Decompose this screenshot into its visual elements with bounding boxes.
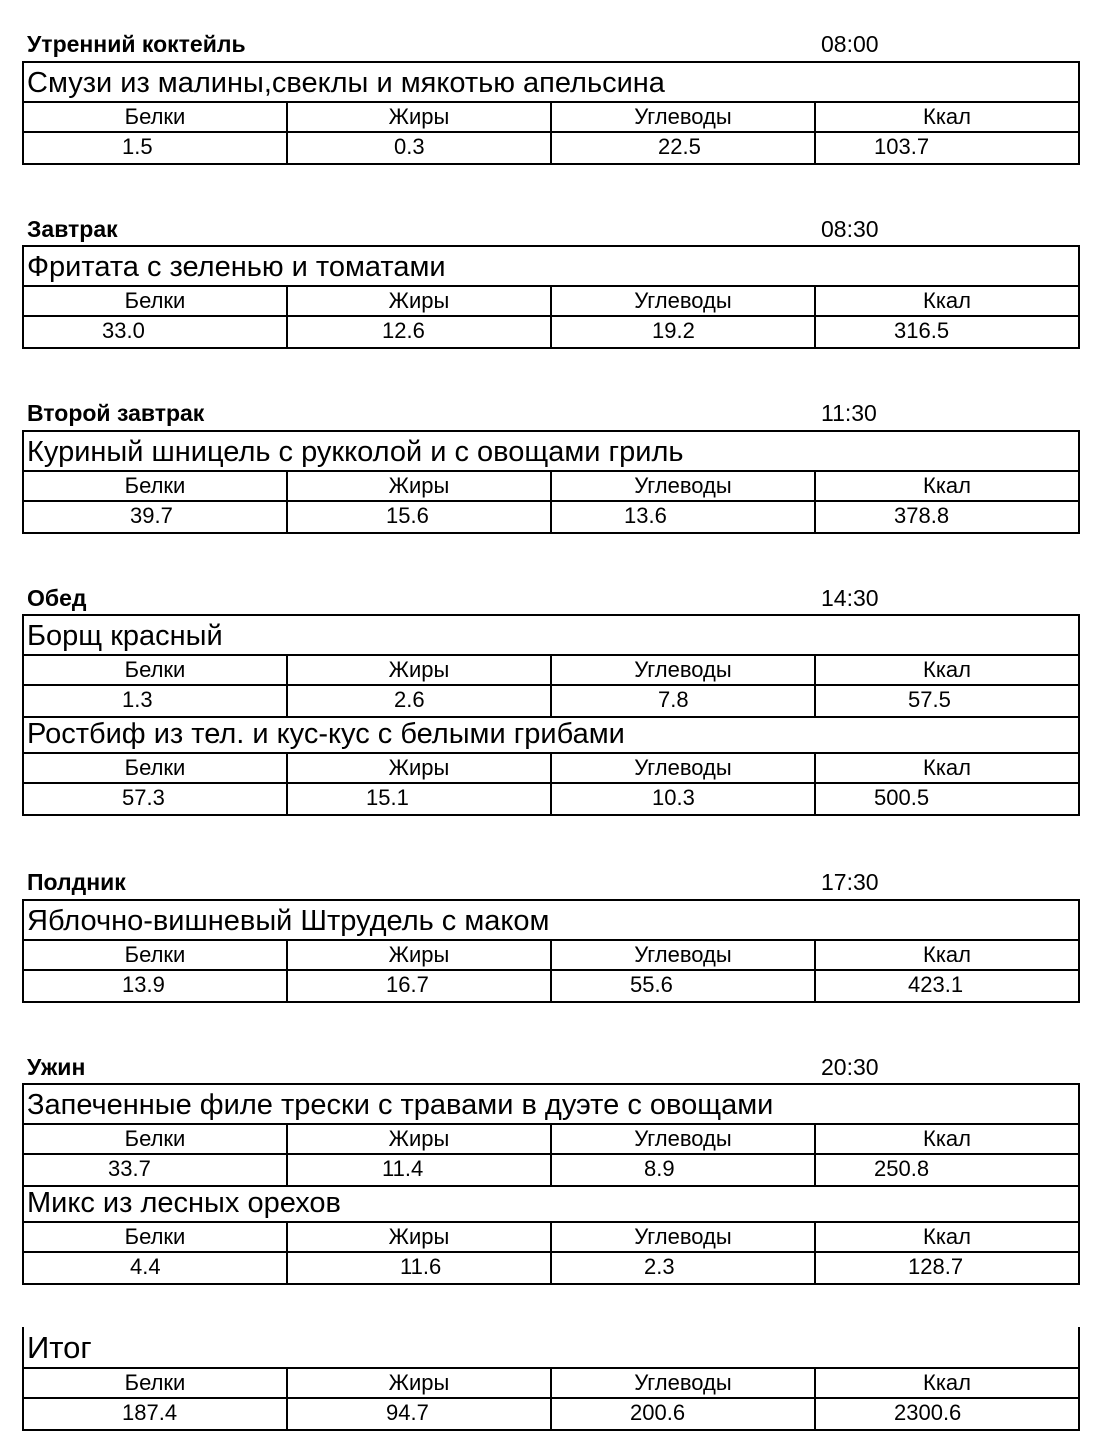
fat-header: Жиры: [288, 1125, 552, 1153]
protein-value: 57.3: [122, 785, 165, 810]
protein-header: Белки: [24, 103, 288, 131]
meal-header: [27, 31, 1083, 61]
fat-value: 2.6: [394, 687, 425, 712]
dish-title: Борщ красный: [24, 616, 1078, 656]
carbs-header: Углеводы: [552, 1223, 816, 1251]
meal-time: 08:00: [821, 31, 879, 57]
meal-time: 17:30: [821, 869, 879, 895]
nutrient-header-row: [24, 1125, 1078, 1155]
dish-table: [22, 1183, 1080, 1285]
total-value-row: [24, 1399, 1078, 1429]
dish-title: Ростбиф из тел. и кус-кус с белыми грибами: [24, 714, 1078, 754]
nutrient-header-row: [24, 754, 1078, 784]
fat-header: Жиры: [288, 287, 552, 315]
carbs-value: 8.9: [644, 1156, 675, 1181]
nutrient-header-row: [24, 472, 1078, 502]
meal-name: Второй завтрак: [27, 400, 205, 426]
meal-name: Утренний коктейль: [27, 31, 246, 57]
protein-value: 39.7: [130, 503, 173, 528]
nutrient-header-row: [24, 287, 1078, 317]
dish-title: Микс из лесных орехов: [24, 1183, 1078, 1223]
fat-value: 0.3: [394, 134, 425, 159]
carbs-value: 22.5: [658, 134, 701, 159]
carbs-value: 10.3: [652, 785, 695, 810]
fat-header: Жиры: [288, 1369, 552, 1397]
kcal-header: Ккал: [923, 1224, 971, 1249]
meal-header: [27, 216, 1083, 246]
carbs-value: 55.6: [630, 972, 673, 997]
nutrient-header-row: [24, 1223, 1078, 1253]
protein-value: 33.0: [102, 318, 145, 343]
kcal-header: Ккал: [923, 1126, 971, 1151]
fat-header: Жиры: [288, 103, 552, 131]
kcal-value: 103.7: [874, 134, 930, 159]
nutrient-value-row: [24, 1155, 1078, 1185]
kcal-value: 128.7: [908, 1254, 964, 1279]
fat-value: 11.6: [400, 1254, 442, 1279]
kcal-header: Ккал: [923, 942, 971, 967]
total-kcal-value: 2300.6: [894, 1400, 962, 1425]
nutrient-header-row: [24, 656, 1078, 686]
fat-value: 12.6: [382, 318, 425, 343]
fat-value: 11.4: [382, 1156, 424, 1181]
protein-header: Белки: [24, 1369, 288, 1397]
fat-value: 15.6: [386, 503, 429, 528]
meal-time: 20:30: [821, 1054, 879, 1080]
protein-value: 33.7: [108, 1156, 151, 1181]
dish-title: Запеченные филе трески с травами в дуэте с овощами: [24, 1085, 1078, 1125]
fat-header: Жиры: [288, 754, 552, 782]
carbs-header: Углеводы: [552, 287, 816, 315]
meal-time: 14:30: [821, 585, 879, 611]
meal-name: Ужин: [27, 1054, 86, 1080]
kcal-value: 423.1: [908, 972, 964, 997]
protein-value: 4.4: [130, 1254, 161, 1279]
total-carbs-value: 200.6: [630, 1400, 686, 1425]
nutrient-value-row: [24, 317, 1078, 347]
fat-header: Жиры: [288, 472, 552, 500]
kcal-header: Ккал: [923, 755, 971, 780]
dish-table: [22, 1083, 1080, 1187]
nutrient-header-row: [24, 941, 1078, 971]
total-table: [22, 1327, 1080, 1431]
kcal-value: 378.8: [894, 503, 950, 528]
dish-title: Куриный шницель с рукколой и с овощами гриль: [24, 432, 1078, 472]
kcal-value: 250.8: [874, 1156, 930, 1181]
kcal-value: 316.5: [894, 318, 950, 343]
fat-header: Жиры: [288, 1223, 552, 1251]
meal-name: Завтрак: [27, 216, 118, 242]
meal-header: [27, 400, 1083, 430]
meal-header: [27, 869, 1083, 899]
dish-title: Смузи из малины,свеклы и мякотью апельсина: [24, 63, 1078, 103]
dish-table: [22, 899, 1080, 1003]
total-protein-value: 187.4: [122, 1400, 178, 1425]
carbs-value: 7.8: [658, 687, 689, 712]
carbs-header: Углеводы: [552, 103, 816, 131]
dish-table: [22, 714, 1080, 816]
nutrient-value-row: [24, 784, 1078, 814]
carbs-header: Углеводы: [552, 941, 816, 969]
dish-title: Яблочно-вишневый Штрудель с маком: [24, 901, 1078, 941]
carbs-header: Углеводы: [552, 754, 816, 782]
carbs-header: Углеводы: [552, 1369, 816, 1397]
nutrient-header-row: [24, 103, 1078, 133]
nutrient-value-row: [24, 1253, 1078, 1283]
meal-header: [27, 585, 1083, 615]
meal-name: Обед: [27, 585, 87, 611]
dish-table: [22, 245, 1080, 349]
protein-header: Белки: [24, 941, 288, 969]
dish-table: [22, 614, 1080, 718]
carbs-header: Углеводы: [552, 472, 816, 500]
total-title: Итог: [24, 1327, 1078, 1369]
fat-header: Жиры: [288, 941, 552, 969]
protein-value: 13.9: [122, 972, 165, 997]
nutrient-value-row: [24, 971, 1078, 1001]
protein-header: Белки: [24, 754, 288, 782]
kcal-header: Ккал: [923, 104, 971, 129]
carbs-header: Углеводы: [552, 656, 816, 684]
protein-header: Белки: [24, 1125, 288, 1153]
carbs-header: Углеводы: [552, 1125, 816, 1153]
kcal-header: Ккал: [923, 1370, 971, 1395]
nutrient-value-row: [24, 133, 1078, 163]
fat-value: 15.1: [366, 785, 409, 810]
meal-time: 08:30: [821, 216, 879, 242]
meal-header: [27, 1054, 1083, 1084]
kcal-header: Ккал: [923, 657, 971, 682]
kcal-value: 500.5: [874, 785, 930, 810]
dish-table: [22, 61, 1080, 165]
protein-header: Белки: [24, 287, 288, 315]
carbs-value: 2.3: [644, 1254, 675, 1279]
kcal-header: Ккал: [923, 473, 971, 498]
nutrient-value-row: [24, 686, 1078, 716]
protein-header: Белки: [24, 472, 288, 500]
fat-header: Жиры: [288, 656, 552, 684]
protein-header: Белки: [24, 1223, 288, 1251]
total-fat-value: 94.7: [386, 1400, 429, 1425]
protein-header: Белки: [24, 656, 288, 684]
dish-table: [22, 430, 1080, 534]
protein-value: 1.3: [122, 687, 153, 712]
kcal-value: 57.5: [908, 687, 951, 712]
fat-value: 16.7: [386, 972, 429, 997]
carbs-value: 19.2: [652, 318, 695, 343]
dish-title: Фритата с зеленью и томатами: [24, 247, 1078, 287]
nutrient-value-row: [24, 502, 1078, 532]
meal-name: Полдник: [27, 869, 126, 895]
protein-value: 1.5: [122, 134, 153, 159]
carbs-value: 13.6: [624, 503, 667, 528]
kcal-header: Ккал: [923, 288, 971, 313]
meal-time: 11:30: [821, 400, 877, 426]
nutrient-header-row: [24, 1369, 1078, 1399]
